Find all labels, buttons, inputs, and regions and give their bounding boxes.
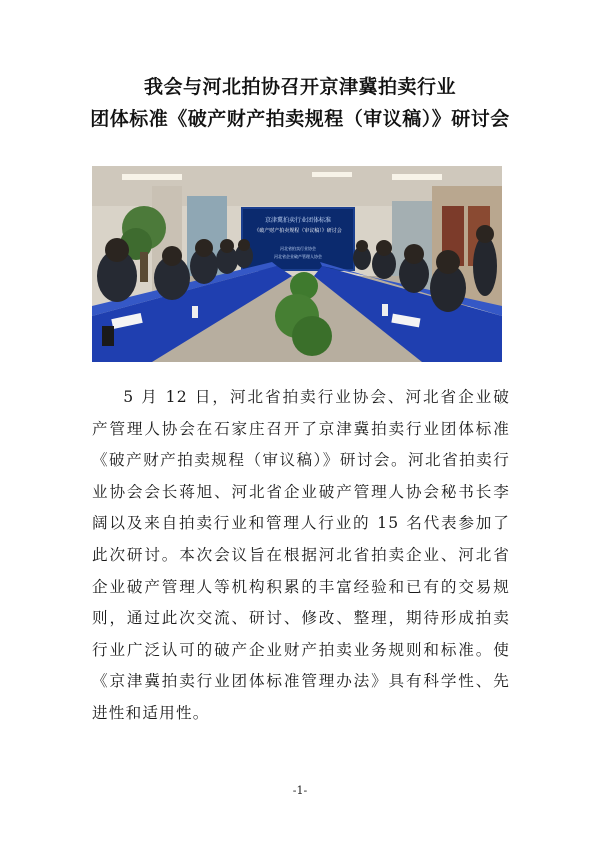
screen-text-1: 京津冀拍卖行业团体标准: [264, 217, 332, 224]
screen-text-4: 河北省企业破产管理人协会: [274, 254, 322, 259]
page-number: -1-: [292, 784, 308, 797]
meeting-photo: [92, 166, 502, 362]
screen-text-3: 河北省拍卖行业协会: [280, 246, 316, 251]
title-line-2: 团体标准《破产财产拍卖规程（审议稿）》研讨会: [90, 108, 510, 130]
title-line-1: 我会与河北拍协召开京津冀拍卖行业: [143, 76, 456, 98]
conference-screen: [242, 208, 354, 270]
screen-text-2: 《破产财产拍卖规程（审议稿）》研讨会: [254, 228, 342, 234]
body-paragraph: 5 月 12 日，河北省拍卖行业协会、河北省企业破产管理人协会在石家庄召开了京津冀拍卖行业团体标准《破产财产拍卖规程（审议稿）》研讨会。河北省拍卖行业协会会长蒋旭、河北省企业破产管理人协会秘书长李阔以及来自拍卖行业和管理人行业的 15 名代表参加了此次研讨。本次会议旨在根据河北省拍卖企业、河北省企业破产管理人等机构积累的丰富经验和已有的交易规则，通过此次交流、研讨、修改、整理，期待形成拍卖行业广泛认可的破产企业财产拍卖业务规则和标准。使《京津冀拍卖行业团体标准管理办法》具有科学性、先进性和适用性。: [92, 388, 510, 722]
